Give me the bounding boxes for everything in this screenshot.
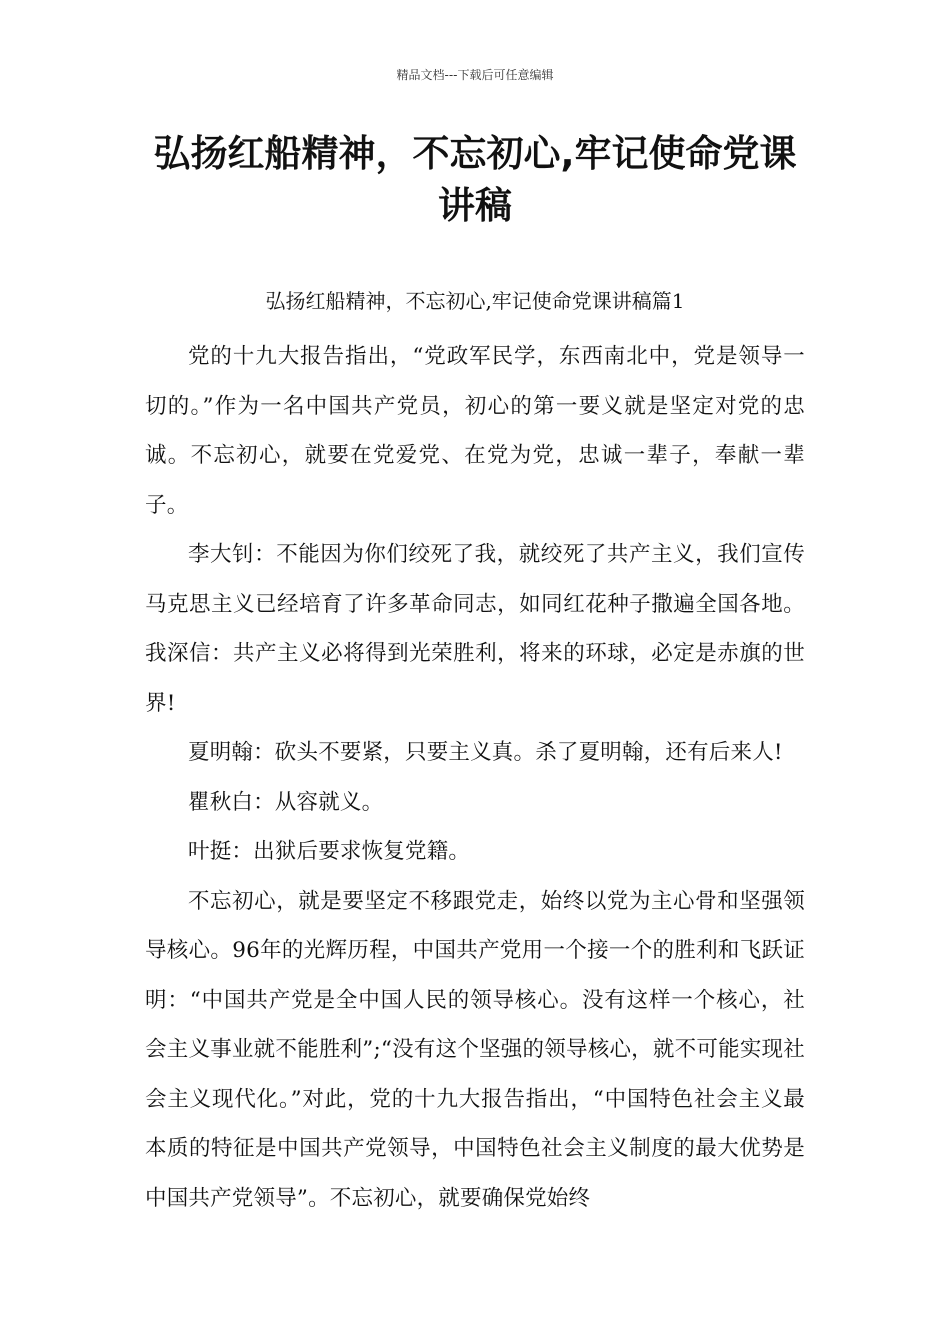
paragraph: 党的十九大报告指出，“党政军民学，东西南北中，党是领导一切的。”作为一名中国共产党员，初心的第一要义就是坚定对党的忠诚。不忘初心，就要在党爱党、在党为党，忠诚一辈子，奉献一辈子。 bbox=[145, 344, 805, 518]
document-body bbox=[145, 332, 805, 1223]
header-note: 精品文档---下载后可任意编辑 bbox=[396, 68, 554, 82]
document-title: 弘扬红船精神，不忘初心,牢记使命党课讲稿 bbox=[153, 132, 797, 227]
paragraph: 瞿秋白：从容就义。 bbox=[188, 789, 384, 815]
section-subtitle: 弘扬红船精神，不忘初心,牢记使命党课讲稿篇1 bbox=[265, 289, 685, 313]
paragraph: 夏明翰：砍头不要紧，只要主义真。杀了夏明翰，还有后来人! bbox=[188, 740, 783, 765]
paragraph: 李大钊：不能因为你们绞死了我，就绞死了共产主义，我们宣传马克思主义已经培育了许多革命同志，如同红花种子撒遍全国各地。我深信：共产主义必将得到光荣胜利，将来的环球，必定是赤旗的世界! bbox=[145, 542, 805, 716]
paragraph: 叶挺：出狱后要求恢复党籍。 bbox=[188, 839, 471, 864]
paragraph: 不忘初心，就是要坚定不移跟党走，始终以党为主心骨和坚强领导核心。96年的光辉历程，中国共产党用一个接一个的胜利和飞跃证明：“中国共产党是全中国人民的领导核心。没有这样一个核心，社会主义事业就不能胜利”;“没有这个坚强的领导核心，就不可能实现社会主义现代化。”对此，党的十九大报告指出，“中国特色社会主义最本质的特征是中国共产党领导，中国特色社会主义制度的最大优势是中国共产党领导”。不忘初心，就要确保党始终 bbox=[145, 888, 805, 1211]
